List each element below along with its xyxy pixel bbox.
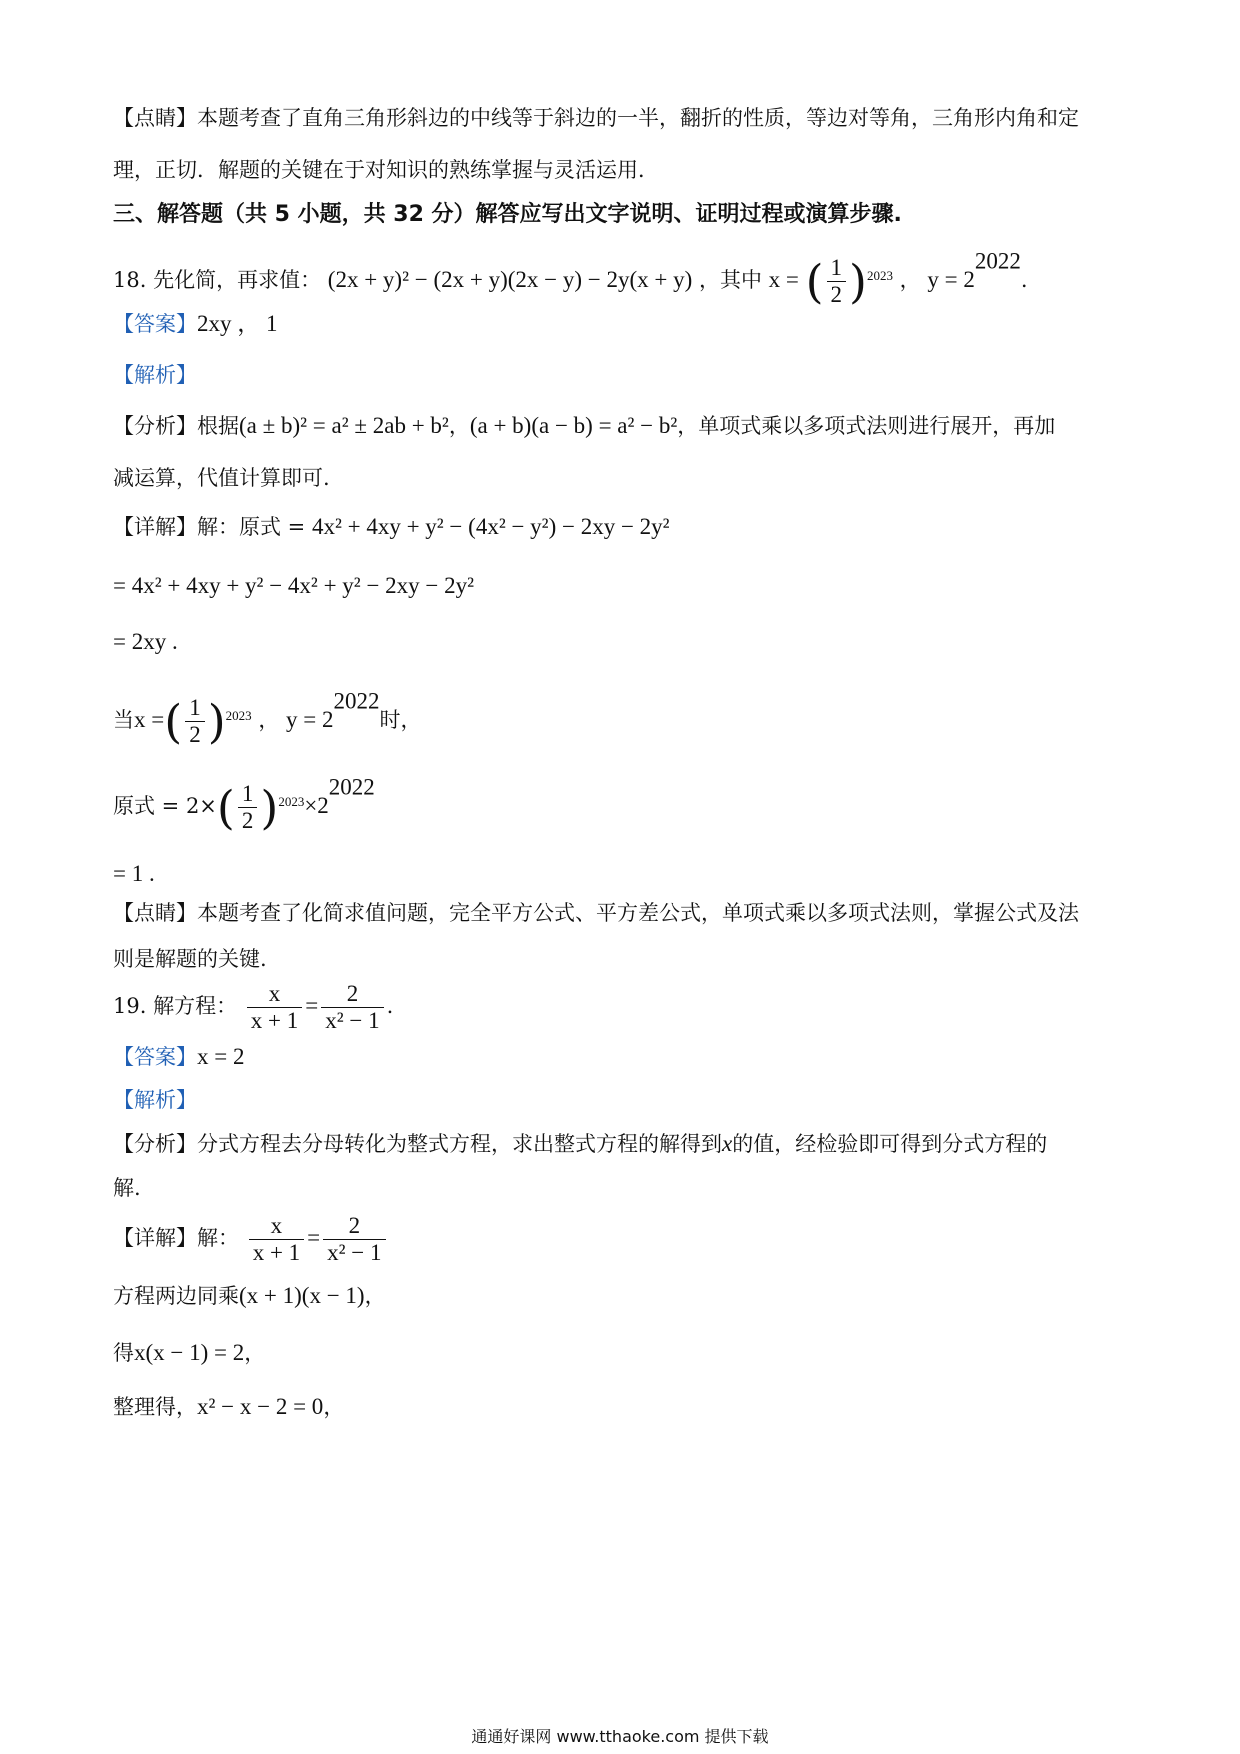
answer-label: 【答案】	[113, 312, 197, 336]
q18-review: 【点睛】本题考查了化简求值问题，完全平方公式、平方差公式，单项式乘以多项式法则，掌握公式及法 则是解题的关键.	[113, 901, 1079, 971]
section-heading: 三、解答题（共 5 小题，共 32 分）解答应写出文字说明、证明过程或演算步骤.	[113, 202, 902, 227]
q18-prompt: 先化简，再求值：	[153, 268, 322, 292]
q18-where: ，其中	[698, 268, 762, 292]
q18-exponent-2023: 2023	[866, 268, 893, 283]
q18-half-fraction: $\frac{1}{2}$	[827, 255, 847, 309]
q18-sep: ，	[899, 268, 921, 292]
q19-lhs-fraction: $\frac{x}{x + 1}$	[247, 981, 302, 1035]
q19-arrange: 整理得，x² − x − 2 = 0，	[113, 1394, 345, 1419]
q18-fenxi: 【分析】根据(a ± b)² = a² ± 2ab + b²，(a + b)(a − b) = a² − b²，单项式乘以多项式法则进行展开，再加 减运算，代值计算即可.	[113, 413, 1056, 490]
q18-expression: (2x + y)² − (2x + y)(2x − y) − 2y(x + y)	[327, 267, 693, 292]
q19-detail: 【详解】解： $\frac{x}{x + 1}$ = $\frac{2}{\text{x² − 1}}$	[113, 1212, 1133, 1266]
review-label: 【点睛】	[113, 106, 197, 130]
q19-analysis-label: 【解析】	[113, 1088, 197, 1112]
q19-problem: 19. 解方程： $\frac{x}{x + 1}$ = $\frac{2}{\text{x² − 1}}$ .	[113, 980, 394, 1033]
q18-answer	[113, 304, 1133, 344]
q18-number: 18.	[113, 268, 147, 292]
q18-exponent-2022: 2022	[974, 248, 1021, 274]
q18-when: 当x =( $\frac{1}{2}$ )2023 ， $y = 2^{2022}$时，	[113, 688, 422, 749]
q18-y-expr: y = 2	[927, 267, 975, 292]
q18-result: = 1 .	[113, 861, 155, 886]
square-formula: (a ± b)² = a² ± 2ab + b²	[239, 413, 449, 438]
q18-step3: = 2xy .	[113, 629, 178, 654]
q18-problem: 18. 先化简，再求值： (2x + y)² − (2x + y)(2x − y) − 2y(x + y) ，其中 x = ( $\frac{1}{2}$ )2023 ， $y = 2^{2022}$.	[113, 250, 1133, 310]
review-text-line1: 本题考查了直角三角形斜边的中线等于斜边的一半，翻折的性质，等边对等角，三角形内角和定	[197, 106, 1079, 130]
q18-x-lhs: x =	[768, 267, 799, 292]
q18-evaluate: 原式 = 2×( $\frac{1}{2}$ )$2023\times 2^{2022}$	[113, 774, 375, 835]
q19-answer: 【答案】x = 2	[113, 1044, 245, 1069]
q18-step2: = 4x² + 4xy + y² − 4x² + y² − 2xy − 2y²	[113, 573, 475, 598]
prev-review	[113, 98, 1133, 190]
q19-get: 得x(x − 1) = 2，	[113, 1340, 266, 1365]
q19-multiply: 方程两边同乘(x + 1)(x − 1)，	[113, 1283, 386, 1308]
q18-detail-line1: 【详解】解：原式 = 4x² + 4xy + y² − (4x² − y²) − 2xy − 2y²	[113, 514, 670, 539]
difference-formula: (a + b)(a − b) = a² − b²	[469, 413, 678, 438]
q19-fenxi: 【分析】分式方程去分母转化为整式方程，求出整式方程的解得到x的值，经检验即可得到分式方程的 解.	[113, 1131, 1048, 1200]
q19-rhs-fraction: $\frac{2}{\text{x² − 1}}$	[321, 981, 383, 1035]
review-text-line2: 理，正切．解题的关键在于对知识的熟练掌握与灵活运用．	[113, 158, 659, 182]
answer-value: 2xy ， 1	[197, 311, 278, 336]
page-footer: 通通好课网 www.tthaoke.com 提供下载	[471, 1727, 769, 1746]
q18-analysis-label: 【解析】	[113, 363, 197, 387]
